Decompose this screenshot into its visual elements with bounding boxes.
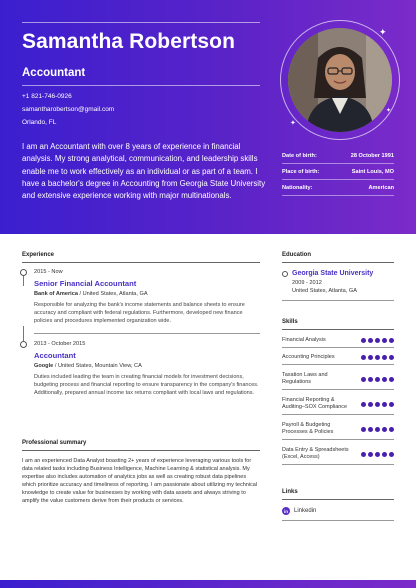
linkedin-icon: in	[284, 508, 288, 514]
section-divider	[282, 499, 394, 500]
skill-dot-icon	[368, 377, 373, 382]
timeline-line	[23, 326, 24, 341]
skill-level	[361, 338, 394, 343]
skill-dot-icon	[361, 402, 366, 407]
sparkle-icon: ✦	[290, 120, 296, 127]
section-divider	[282, 520, 394, 521]
skill-dot-icon	[389, 377, 394, 382]
sidebar-column	[282, 252, 394, 521]
skill-level	[361, 377, 394, 382]
fact-label: Date of birth:	[282, 152, 317, 159]
skill-level	[361, 355, 394, 360]
education-location: United States, Atlanta, GA	[292, 288, 357, 294]
section-divider	[282, 300, 394, 301]
skill-row	[282, 415, 394, 440]
role-divider	[22, 85, 260, 86]
skill-dot-icon	[382, 338, 387, 343]
job-location: United States, Mountain View, CA	[57, 363, 142, 370]
timeline-line	[23, 276, 24, 286]
skill-dot-icon	[382, 377, 387, 382]
skill-dot-icon	[389, 452, 394, 457]
phone-number: +1 821-746-0926	[22, 93, 72, 100]
fact-value: 28 October 1991	[350, 152, 394, 159]
timeline-dot-icon	[20, 269, 27, 276]
company-name: Google	[34, 363, 54, 370]
skill-dot-icon	[361, 338, 366, 343]
job-dates: 2013 - October 2015	[34, 341, 86, 348]
candidate-name: Samantha Robertson	[22, 30, 235, 53]
job-location: United States, Atlanta, GA	[82, 291, 148, 297]
skill-dot-icon	[375, 355, 380, 360]
personal-facts	[282, 148, 394, 196]
skill-dot-icon	[389, 338, 394, 343]
separator: /	[54, 363, 58, 370]
school-name: Georgia State University	[292, 270, 374, 277]
skill-dot-icon	[361, 452, 366, 457]
fact-row	[282, 148, 394, 164]
skill-dot-icon	[375, 402, 380, 407]
skill-dot-icon	[382, 355, 387, 360]
skill-name: Financial Analysis	[282, 337, 326, 343]
linkedin-link[interactable]	[282, 507, 394, 515]
job-title: Accountant	[34, 351, 76, 361]
education-dates: 2009 - 2012	[292, 280, 322, 286]
skills-heading: Skills	[282, 319, 298, 325]
job-description: Responsible for analyzing the bank's income statements and balance sheets to ensure accuracy and compliant with federal regulations. Furthermore, developed new finance policies and procedures implemented organization wide.	[34, 302, 245, 324]
education-entry	[282, 270, 394, 294]
skill-level	[361, 452, 394, 457]
skill-dot-icon	[368, 452, 373, 457]
job-company	[34, 363, 260, 369]
experience-heading: Experience	[22, 252, 55, 258]
skill-row	[282, 365, 394, 390]
section-divider	[282, 262, 394, 263]
skill-name: Financial Reporting & Auditing–SOX Compliance	[282, 397, 348, 410]
section-divider	[22, 262, 260, 263]
job-company	[34, 291, 260, 297]
fact-value: American	[368, 184, 394, 191]
skill-name: Payroll & Budgeting Processes & Policies	[282, 422, 334, 435]
job-description: Duties included leading the team in creating financial models for investment decisions, budgeting process and financial reporting to ensure transparency in the company's finances. Additionally, prepared annual income tax returns compliant with local laws and regulations.	[34, 374, 259, 396]
skill-dot-icon	[361, 355, 366, 360]
timeline-dot-icon	[282, 271, 288, 277]
education-heading: Education	[282, 252, 312, 258]
job-entry	[22, 341, 260, 397]
skill-dot-icon	[375, 452, 380, 457]
skill-dot-icon	[389, 355, 394, 360]
job-title: Senior Financial Accountant	[34, 279, 137, 288]
professional-summary-text: I am an experienced Data Analyst boasting 2+ years of experience leveraging various tools for data related tasks including Business Intelligence, Machine Learning & statistical analysis. My expertise also includes automation of analytics jobs as well as creating robust data pipelines which prioritize accuracy and timeliness of reporting. I am passionate about utilizing my technical knowledge to create value for businesses by working with data assets and always striving to amplify the value customers derive from their products or services.	[22, 458, 258, 504]
skill-dot-icon	[361, 427, 366, 432]
company-name: Bank of America	[34, 291, 78, 297]
skill-dot-icon	[375, 377, 380, 382]
skill-name: Taxation Laws and Regulations	[282, 372, 328, 385]
skill-name: Data Entry & Spreadsheets (Excel, Access)	[282, 447, 349, 460]
skill-name: Accounting Principles	[282, 354, 335, 360]
skill-dot-icon	[382, 452, 387, 457]
fact-label: Nationality:	[282, 184, 313, 191]
job-entry	[22, 269, 260, 334]
skill-dot-icon	[375, 427, 380, 432]
sparkle-icon: ✦	[379, 27, 387, 37]
skill-dot-icon	[389, 402, 394, 407]
sparkle-icon: ✦	[386, 108, 392, 114]
skill-dot-icon	[368, 355, 373, 360]
skill-dot-icon	[361, 377, 366, 382]
professional-summary-section	[22, 440, 260, 505]
home-location: Orlando, FL	[22, 119, 57, 126]
skill-dot-icon	[389, 427, 394, 432]
skill-dot-icon	[382, 402, 387, 407]
experience-section	[22, 252, 260, 398]
email-address: samantharobertson@gmail.com	[22, 106, 115, 113]
timeline-dot-icon	[20, 341, 27, 348]
professional-summary-heading: Professional summary	[22, 440, 87, 446]
skill-dot-icon	[368, 338, 373, 343]
skill-row	[282, 348, 394, 365]
skill-row	[282, 440, 394, 465]
skill-level	[361, 402, 394, 407]
section-divider	[282, 329, 394, 330]
skill-dot-icon	[375, 338, 380, 343]
links-heading: Links	[282, 489, 298, 495]
skill-level	[361, 427, 394, 432]
fact-row	[282, 164, 394, 180]
skill-dot-icon	[368, 427, 373, 432]
skill-dot-icon	[382, 427, 387, 432]
fact-row	[282, 180, 394, 196]
candidate-role: Accountant	[22, 67, 86, 79]
skill-row	[282, 390, 394, 415]
header-summary: I am an Accountant with over 8 years of experience in financial analysis. My strong analytical, communication, and leadership skills enable me to work effectively as an individual or as part of a team. I have a bachelor's degree in Accounting from Georgia State University and extensive experience working with major multinationals.	[22, 142, 266, 201]
skill-dot-icon	[368, 402, 373, 407]
skill-row	[282, 331, 394, 348]
skills-list	[282, 331, 394, 465]
header-divider	[22, 22, 260, 23]
separator: /	[79, 291, 83, 297]
footer-bar	[0, 580, 416, 588]
fact-label: Place of birth:	[282, 168, 320, 175]
profile-photo	[288, 28, 392, 132]
job-dates: 2015 - Now	[34, 269, 63, 275]
section-divider	[22, 450, 260, 451]
job-divider	[34, 333, 260, 334]
fact-value: Saint Louis, MO	[351, 168, 394, 175]
link-label: Linkedin	[294, 508, 317, 514]
resume-header	[0, 0, 416, 234]
